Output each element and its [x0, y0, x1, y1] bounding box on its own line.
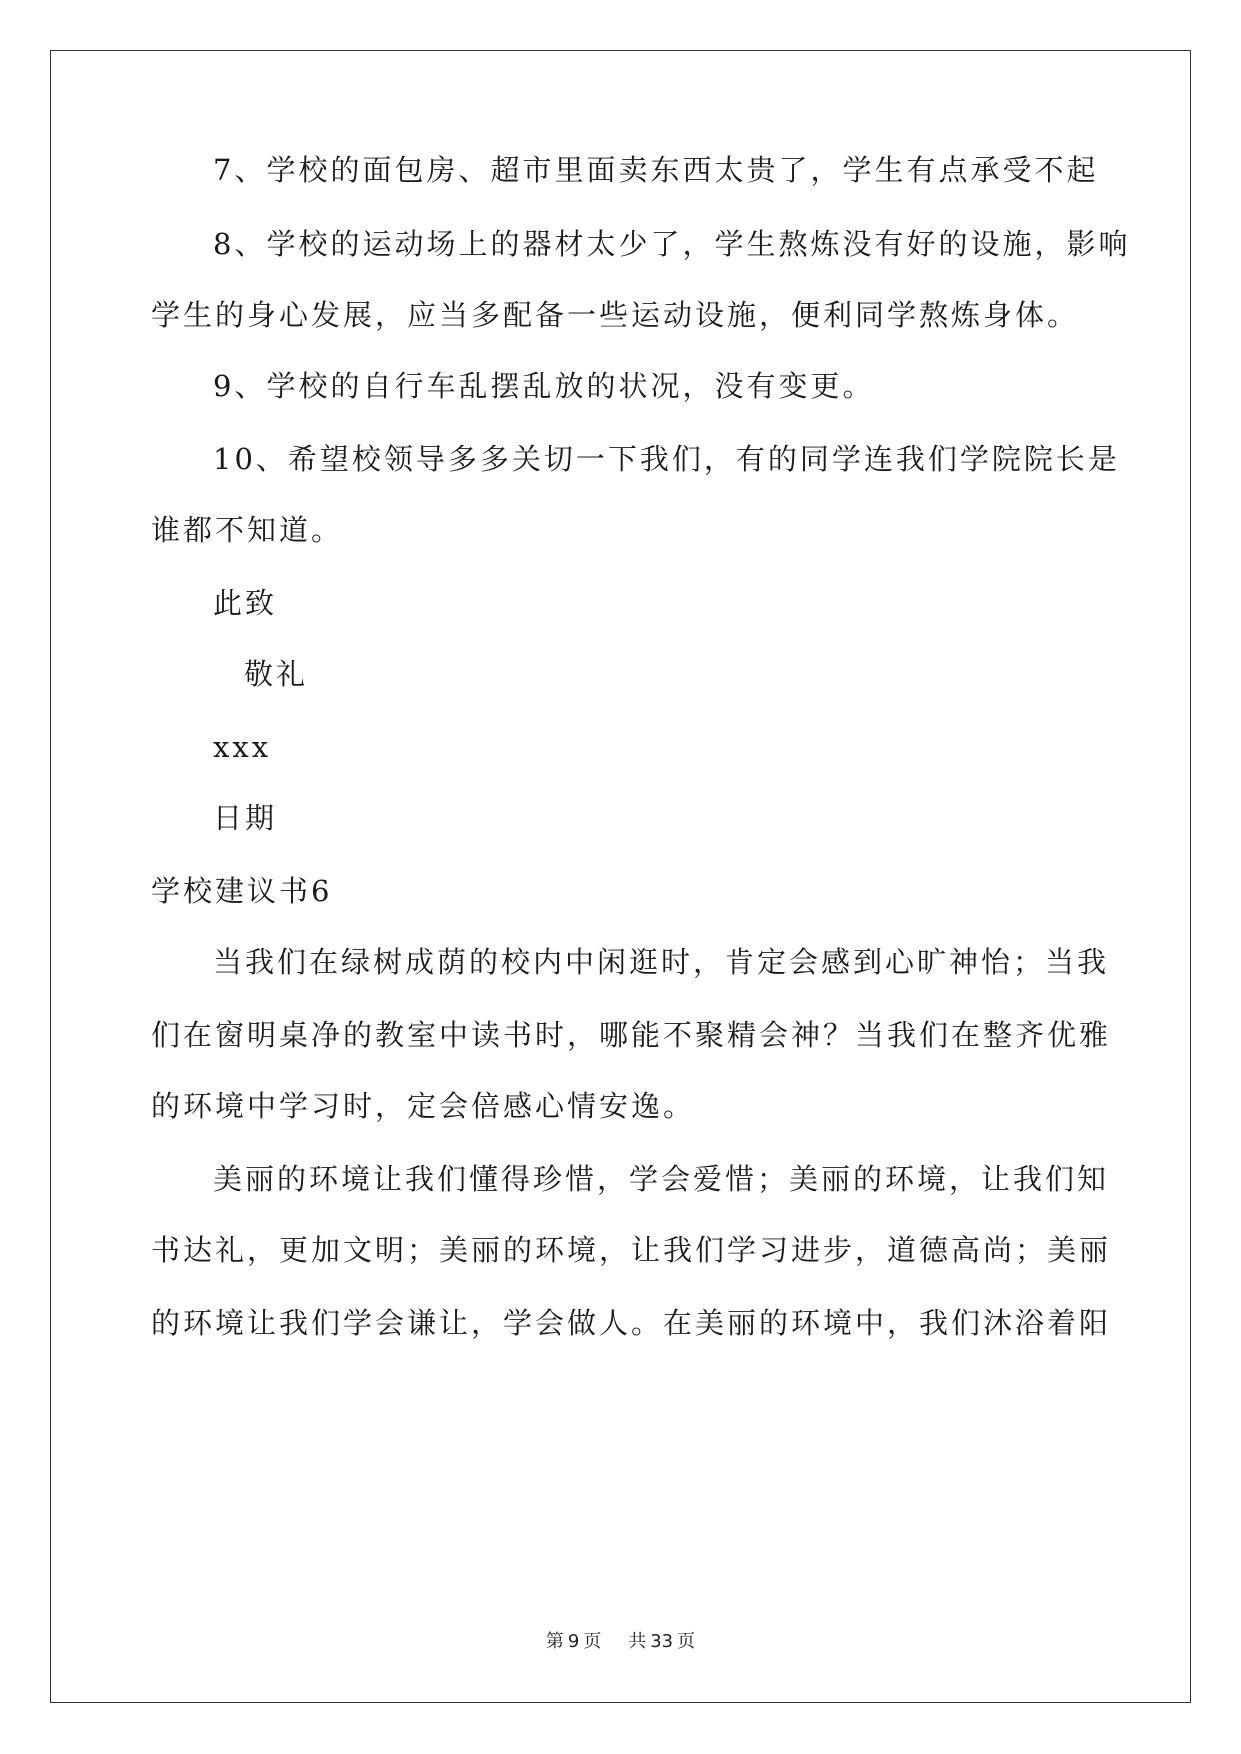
- paragraph-line: 书达礼，更加文明；美丽的环境，让我们学习进步，道德高尚；美丽: [151, 1233, 1112, 1267]
- paragraph-line: 8、学校的运动场上的器材太少了，学生熬炼没有好的设施，影响: [213, 227, 1131, 261]
- paragraph-line: 美丽的环境让我们懂得珍惜，学会爱惜；美丽的环境，让我们知: [213, 1162, 1110, 1196]
- paragraph-line: 学生的身心发展，应当多配备一些运动设施，便利同学熬炼身体。: [151, 298, 1080, 332]
- paragraph-line: 的环境中学习时，定会倍感心情安逸。: [151, 1089, 696, 1123]
- page-number: 9: [567, 1631, 580, 1652]
- paragraph-line: 10、希望校领导多多关切一下我们，有的同学连我们学院院长是: [213, 442, 1120, 476]
- closing-line: 敬礼: [244, 657, 309, 691]
- total-unit: 页: [677, 1631, 696, 1652]
- section-title: 学校建议书6: [151, 874, 333, 908]
- closing-line: 此致: [213, 586, 278, 620]
- paragraph-line: 7、学校的面包房、超市里面卖东西太贵了，学生有点承受不起: [213, 153, 1099, 187]
- total-pages: 33: [650, 1631, 674, 1652]
- page-footer: [0, 1627, 1241, 1653]
- total-prefix: 共: [628, 1631, 647, 1652]
- paragraph-line: 9、学校的自行车乱摆乱放的状况，没有变更。: [213, 369, 875, 403]
- paragraph-line: 当我们在绿树成荫的校内中闲逛时，肯定会感到心旷神怡；当我: [213, 945, 1110, 979]
- paragraph-line: 的环境让我们学会谦让，学会做人。在美丽的环境中，我们沐浴着阳: [151, 1306, 1112, 1340]
- date-line: 日期: [213, 801, 278, 835]
- page-unit: 页: [583, 1631, 602, 1652]
- page-prefix: 第: [545, 1631, 564, 1652]
- signature-line: xxx: [213, 730, 272, 764]
- paragraph-line: 谁都不知道。: [151, 513, 344, 547]
- paragraph-line: 们在窗明桌净的教室中读书时，哪能不聚精会神？当我们在整齐优雅: [151, 1018, 1112, 1052]
